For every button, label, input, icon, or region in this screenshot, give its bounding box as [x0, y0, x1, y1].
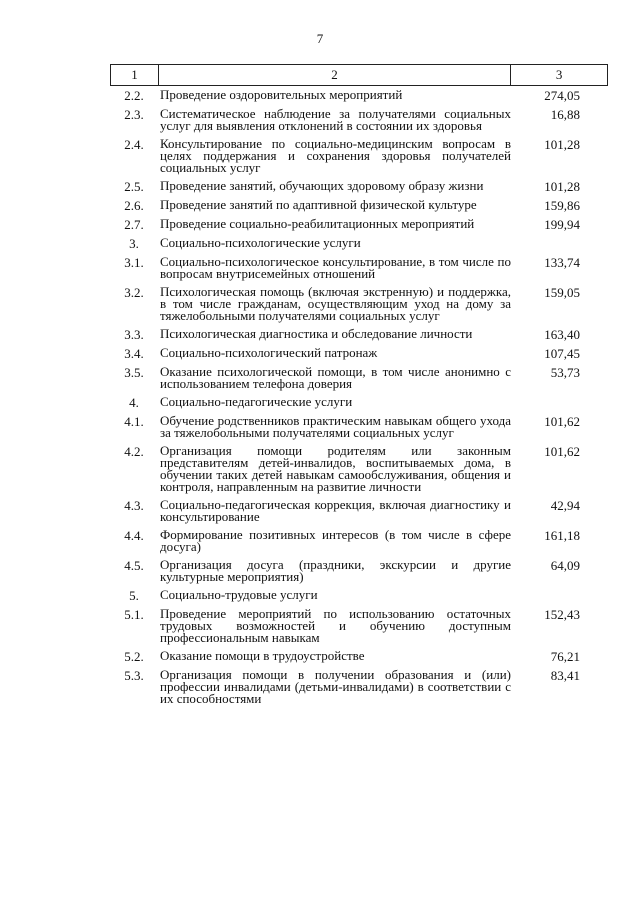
service-name: Консультирование по социально-медицинским вопросам в целях поддержания и сохранения здоровья получателей социальных услуг	[160, 136, 511, 175]
row-number: 3.1.	[124, 255, 144, 270]
service-price: 101,62	[544, 444, 580, 459]
row-number: 5.2.	[124, 649, 144, 664]
header-column-value: 3	[511, 65, 608, 86]
table-row	[110, 499, 608, 523]
service-name: Психологическая диагностика и обследование личности	[160, 326, 473, 341]
row-number: 4.2.	[124, 444, 144, 459]
row-number: 4.	[129, 395, 139, 410]
header-column-name: 2	[158, 65, 510, 86]
service-name: Психологическая помощь (включая экстренную) и поддержка, в том числе гражданам, осуществляющим уход на дому за тяжелобольными получателями социальных услуг	[160, 284, 511, 323]
service-name: Проведение оздоровительных мероприятий	[160, 87, 403, 102]
table-row	[110, 608, 608, 644]
service-name: Проведение социально-реабилитационных мероприятий	[160, 216, 475, 231]
service-name: Организация помощи в получении образования и (или) профессии инвалидами (детьми-инвалидами) в соответствии с их способностями	[160, 667, 511, 706]
table-row	[110, 180, 608, 193]
service-name: Оказание помощи в трудоустройстве	[160, 648, 365, 663]
service-price: 152,43	[544, 607, 580, 622]
service-name: Социально-психологическое консультирование, в том числе по вопросам внутрисемейных отношений	[160, 254, 511, 281]
row-number: 4.3.	[124, 498, 144, 513]
service-name: Оказание психологической помощи, в том числе анонимно с использованием телефона доверия	[160, 364, 511, 391]
row-number: 3.	[129, 236, 139, 251]
row-number: 4.4.	[124, 528, 144, 543]
service-price: 159,05	[544, 285, 580, 300]
page-number: 7	[316, 31, 324, 46]
service-name: Обучение родственников практическим навыкам общего ухода за тяжелобольными получателями социальных услуг	[160, 413, 511, 440]
table-row	[110, 529, 608, 553]
service-name: Проведение занятий по адаптивной физической культуре	[160, 197, 477, 212]
row-number: 2.7.	[124, 217, 144, 232]
service-price: 101,28	[544, 137, 580, 152]
service-price: 107,45	[544, 346, 580, 361]
service-price: 163,40	[544, 327, 580, 342]
table-row	[110, 108, 608, 132]
table-row	[110, 218, 608, 231]
service-name: Организация досуга (праздники, экскурсии и другие культурные мероприятия)	[160, 557, 511, 584]
row-number: 2.4.	[124, 137, 144, 152]
service-price: 101,62	[544, 414, 580, 429]
table-row	[110, 396, 608, 409]
service-price: 16,88	[550, 107, 580, 122]
table-row	[110, 138, 608, 174]
service-price: 64,09	[550, 558, 580, 573]
table-row	[110, 559, 608, 583]
service-name: Социально-психологический патронаж	[160, 345, 378, 360]
table-row	[110, 328, 608, 341]
service-name: Социально-педагогические услуги	[160, 394, 353, 409]
table-row	[110, 286, 608, 322]
service-name: Проведение мероприятий по использованию остаточных трудовых возможностей и обучению доступным профессиональным навыкам	[160, 606, 511, 645]
service-price: 101,28	[544, 179, 580, 194]
row-number: 4.1.	[124, 414, 144, 429]
table-row	[110, 199, 608, 212]
row-number: 2.5.	[124, 179, 144, 194]
service-name: Социально-педагогическая коррекция, включая диагностику и консультирование	[160, 497, 511, 524]
table-row	[110, 237, 608, 250]
table-header	[110, 64, 608, 86]
service-name: Проведение занятий, обучающих здоровому образу жизни	[160, 178, 484, 193]
service-price: 133,74	[544, 255, 580, 270]
row-number: 4.5.	[124, 558, 144, 573]
table-row	[110, 589, 608, 602]
service-price: 76,21	[550, 649, 580, 664]
row-number: 3.5.	[124, 365, 144, 380]
service-price: 53,73	[550, 365, 580, 380]
service-list	[110, 89, 608, 711]
service-name: Организация помощи родителям или законным представителям детей-инвалидов, воспитываемых дома, в обучении таких детей навыкам самообслуживания, общения и контроля, направленным на развитие личности	[160, 443, 511, 494]
service-name: Формирование позитивных интересов (в том числе в сфере досуга)	[160, 527, 511, 554]
table-row	[110, 366, 608, 390]
service-price: 42,94	[550, 498, 580, 513]
row-number: 5.3.	[124, 668, 144, 683]
row-number: 5.1.	[124, 607, 144, 622]
row-number: 2.6.	[124, 198, 144, 213]
row-number: 3.2.	[124, 285, 144, 300]
table-row	[110, 445, 608, 493]
service-price: 274,05	[544, 88, 580, 103]
table-row	[110, 256, 608, 280]
service-price: 83,41	[550, 668, 580, 683]
table-row	[110, 347, 608, 360]
row-number: 5.	[129, 588, 139, 603]
service-price: 161,18	[544, 528, 580, 543]
table-row	[110, 669, 608, 705]
service-price: 199,94	[544, 217, 580, 232]
row-number: 3.3.	[124, 327, 144, 342]
table-row	[110, 89, 608, 102]
header-column-number: 1	[111, 65, 159, 86]
service-price: 159,86	[544, 198, 580, 213]
row-number: 3.4.	[124, 346, 144, 361]
table-row	[110, 650, 608, 663]
service-name: Социально-трудовые услуги	[160, 587, 318, 602]
table-row	[110, 415, 608, 439]
service-name: Социально-психологические услуги	[160, 235, 361, 250]
row-number: 2.3.	[124, 107, 144, 122]
row-number: 2.2.	[124, 88, 144, 103]
service-name: Систематическое наблюдение за получателями социальных услуг для выявления отклонений в состоянии их здоровья	[160, 106, 511, 133]
